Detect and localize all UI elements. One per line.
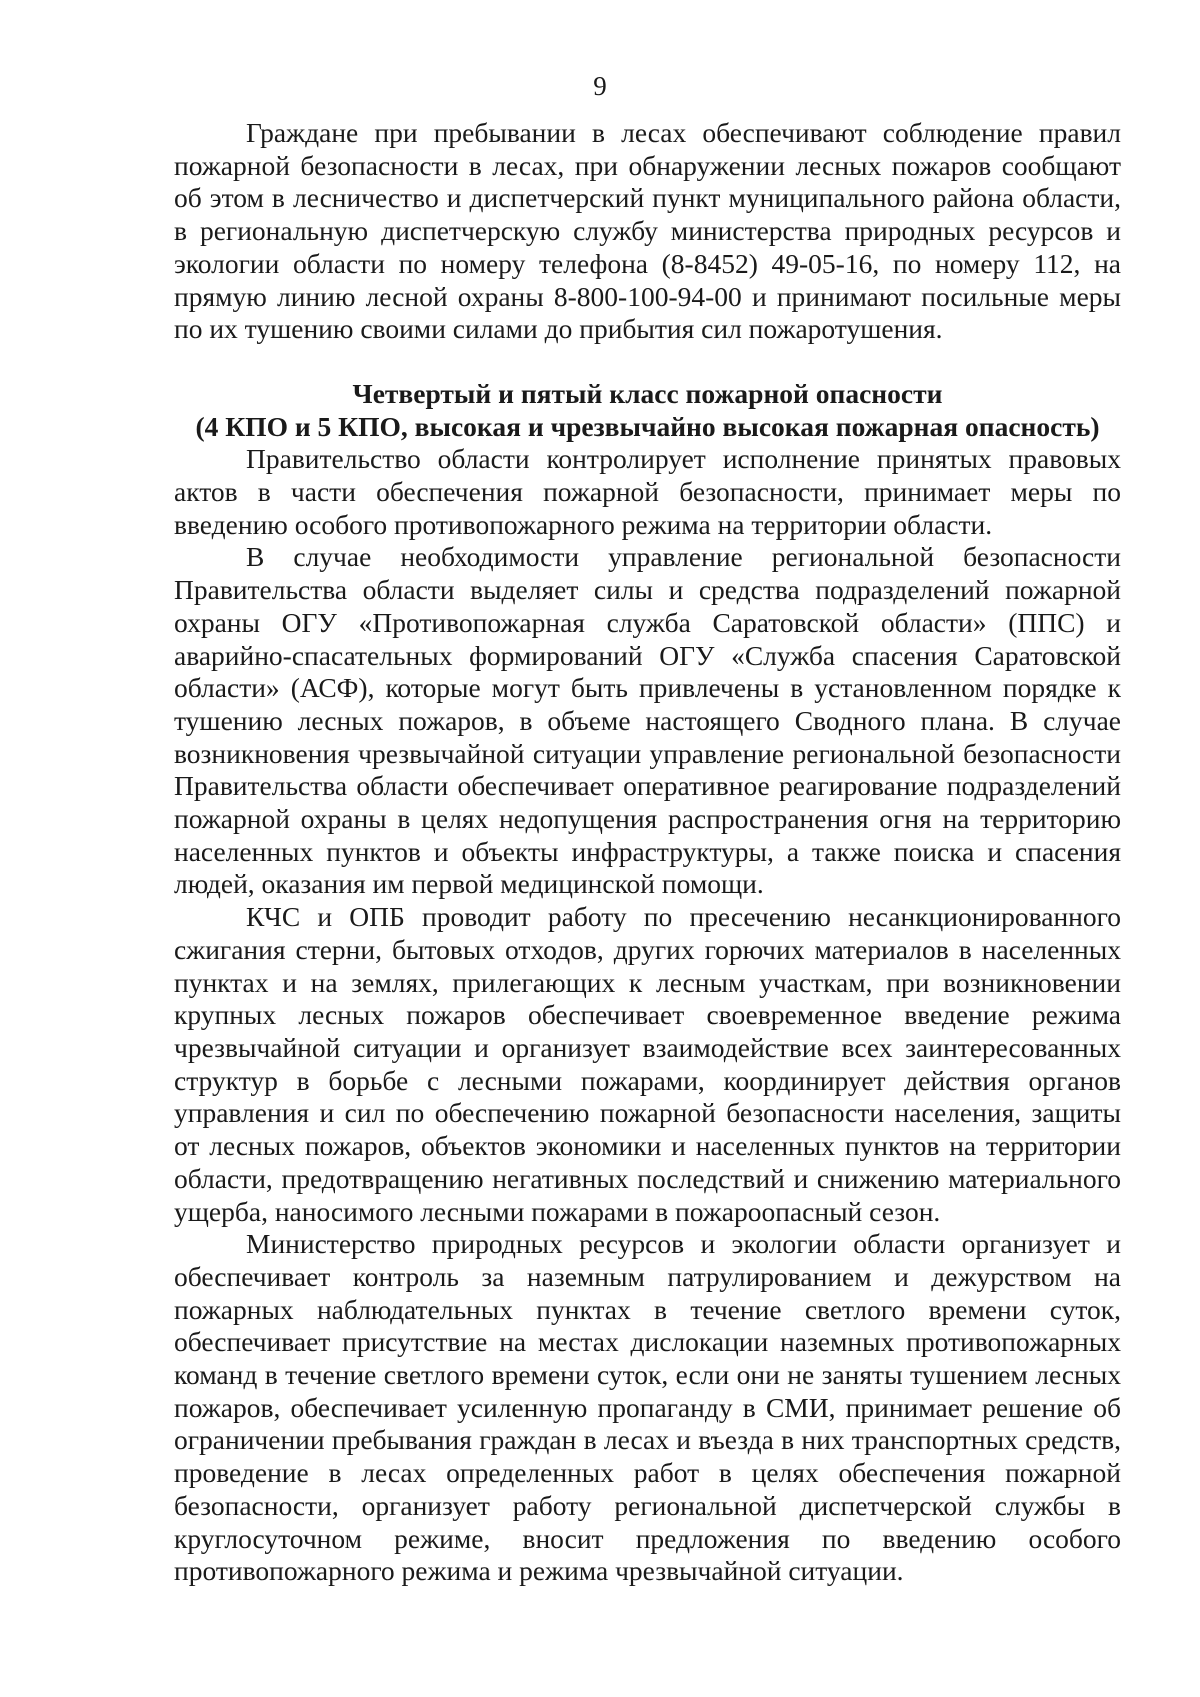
section-heading-line-2: (4 КПО и 5 КПО, высокая и чрезвычайно высокая пожарная опасность): [195, 410, 1100, 442]
paragraph-ministry: Министерство природных ресурсов и экологии области организует и обеспечивает контроль за наземным патрулированием и дежурством на пожарных наблюдательных пунктах в течение светлого времени суток, обеспечивает присутствие на местах дислокации наземных противопожарных команд в течение светлого времени суток, если они не заняты тушением лесных пожаров, обеспечивает усиленную пропаганду в СМИ, принимает решение об ограничении пребывания граждан в лесах и въезда в них транспортных средств, проведение в лесах определенных работ в целях обеспечения пожарной безопасности, организует работу региональной диспетчерской службы в круглосуточном режиме, вносит предложения по введению особого противопожарного режима и режима чрезвычайной ситуации.: [174, 1228, 1121, 1587]
section-gap: [174, 346, 1121, 378]
document-body: [174, 117, 1121, 1588]
paragraph-regional-security: В случае необходимости управление региональной безопасности Правительства области выделяет силы и средства подразделений пожарной охраны ОГУ «Противопожарная служба Саратовской области» (ППС) и аварийно-спасательных формирований ОГУ «Служба спасения Саратовской области» (АСФ), которые могут быть привлечены в установленном порядке к тушению лесных пожаров, в объеме настоящего Сводного плана. В случае возникновения чрезвычайной ситуации управление региональной безопасности Правительства области обеспечивает оперативное реагирование подразделений пожарной охраны в целях недопущения распространения огня на территорию населенных пунктов и объекты инфраструктуры, а также поиска и спасения людей, оказания им первой медицинской помощи.: [174, 541, 1121, 900]
paragraph-government: Правительство области контролирует исполнение принятых правовых актов в части обеспечения пожарной безопасности, принимает меры по введению особого противопожарного режима на территории области.: [174, 443, 1121, 540]
page-number: 9: [593, 71, 607, 101]
section-heading-line-1: Четвертый и пятый класс пожарной опасности: [352, 377, 943, 409]
paragraph-kchs-opb: КЧС и ОПБ проводит работу по пресечению несанкционированного сжигания стерни, бытовых отходов, других горючих материалов в населенных пунктах и на землях, прилегающих к лесным участкам, при возникновении крупных лесных пожаров обеспечивает своевременное введение режима чрезвычайной ситуации и организует взаимодействие всех заинтересованных структур в борьбе с лесными пожарами, координирует действия органов управления и сил по обеспечению пожарной безопасности населения, защиты от лесных пожаров, объектов экономики и населенных пунктов на территории области, предотвращению негативных последствий и снижению материального ущерба, наносимого лесными пожарами в пожароопасный сезон.: [174, 901, 1121, 1227]
paragraph-citizens-duties: Граждане при пребывании в лесах обеспечивают соблюдение правил пожарной безопасности в лесах, при обнаружении лесных пожаров сообщают об этом в лесничество и диспетчерский пункт муниципального района области, в региональную диспетчерскую службу министерства природных ресурсов и экологии области по номеру телефона (8-8452) 49-05-16, по номеру 112, на прямую линию лесной охраны 8-800-100-94-00 и принимают посильные меры по их тушению своими силами до прибытия сил пожаротушения.: [174, 117, 1121, 345]
